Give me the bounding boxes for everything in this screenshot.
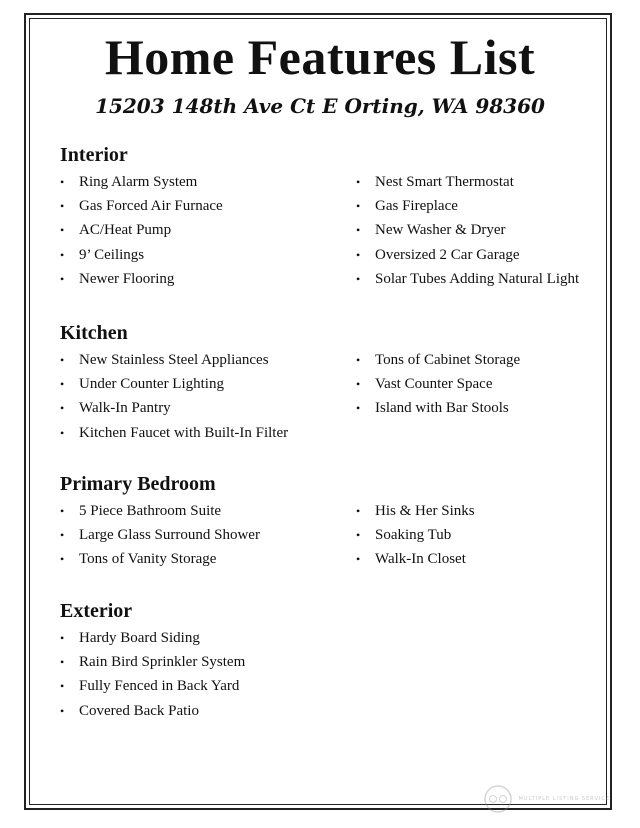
feature-item: • Soaking Tub: [356, 523, 475, 547]
feature-item: • Tons of Vanity Storage: [60, 547, 260, 571]
page-title: Home Features List: [104, 29, 536, 85]
property-address: 15203 148th Ave Ct E Orting, WA 98360: [95, 94, 545, 118]
section-primary-bedroom: [60, 473, 620, 568]
feature-item: • Hardy Board Siding: [60, 626, 245, 650]
feature-item: • Gas Fireplace: [356, 194, 579, 218]
section-heading: Interior: [60, 144, 128, 166]
feature-list-left: [60, 499, 260, 572]
feature-item: • Large Glass Surround Shower: [60, 523, 260, 547]
feature-list-right: [356, 170, 579, 291]
watermark-text: MULTIPLE LISTING SERVICE: [518, 796, 610, 802]
feature-item: • Walk-In Pantry: [60, 396, 288, 420]
feature-item: • New Washer & Dryer: [356, 218, 579, 242]
feature-list-right: [356, 499, 475, 572]
feature-item: • Under Counter Lighting: [60, 372, 288, 396]
watermark: [483, 784, 610, 814]
feature-item: • Rain Bird Sprinkler System: [60, 650, 245, 674]
feature-item: • 5 Piece Bathroom Suite: [60, 499, 260, 523]
feature-item: • Kitchen Faucet with Built-In Filter: [60, 421, 288, 445]
feature-list-left: [60, 348, 288, 445]
section-heading: Exterior: [60, 600, 133, 622]
section-kitchen: [60, 322, 620, 441]
feature-item: • Oversized 2 Car Garage: [356, 243, 579, 267]
feature-item: • Nest Smart Thermostat: [356, 170, 579, 194]
feature-item: • New Stainless Steel Appliances: [60, 348, 288, 372]
feature-item: • 9’ Ceilings: [60, 243, 223, 267]
feature-item: • Island with Bar Stools: [356, 396, 520, 420]
feature-item: • His & Her Sinks: [356, 499, 475, 523]
feature-item: • Fully Fenced in Back Yard: [60, 674, 245, 698]
feature-item: • Ring Alarm System: [60, 170, 223, 194]
feature-item: • Solar Tubes Adding Natural Light: [356, 267, 579, 291]
feature-item: • Vast Counter Space: [356, 372, 520, 396]
feature-list-right: [356, 348, 520, 421]
section-heading: Kitchen: [60, 322, 128, 344]
mls-logo-icon: [483, 784, 513, 814]
feature-item: • AC/Heat Pump: [60, 218, 223, 242]
feature-item: • Tons of Cabinet Storage: [356, 348, 520, 372]
feature-item: • Gas Forced Air Furnace: [60, 194, 223, 218]
feature-list-left: [60, 170, 223, 291]
feature-item: • Newer Flooring: [60, 267, 223, 291]
feature-item: • Walk-In Closet: [356, 547, 475, 571]
feature-list-left: [60, 626, 245, 723]
section-heading: Primary Bedroom: [60, 473, 216, 495]
section-interior: [60, 144, 620, 287]
section-exterior: [60, 600, 620, 719]
feature-item: • Covered Back Patio: [60, 699, 245, 723]
